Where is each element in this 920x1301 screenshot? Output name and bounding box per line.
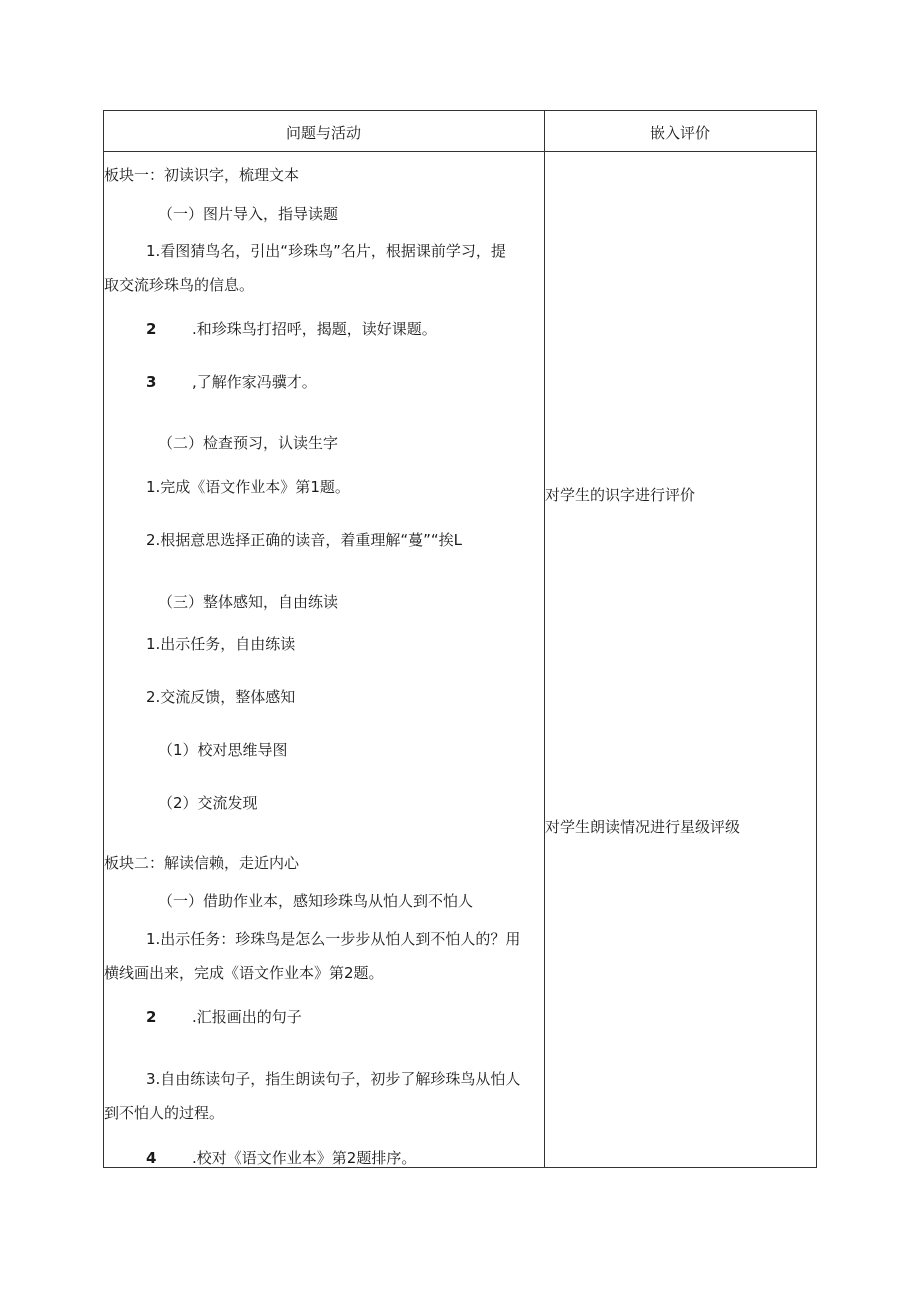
block1-section3: （三）整体感知，自由练读 — [158, 593, 339, 611]
header-divider — [104, 151, 816, 152]
block1-item3-number: 3 — [146, 373, 157, 391]
block2-item1-line1: 1.出示任务：珍珠鸟是怎么一步步从怕人到不怕人的？用 — [146, 930, 521, 948]
block1-item2-number: 2 — [146, 320, 157, 338]
block1-title: 板块一：初读识字，梳理文本 — [104, 166, 300, 184]
block1-section3-item1: 1.出示任务，自由练读 — [146, 635, 296, 653]
block2-item2-text: .汇报画出的句子 — [192, 1008, 302, 1026]
block1-section3-item2: 2.交流反馈，整体感知 — [146, 688, 296, 706]
block1-section2-item2: 2.根据意思选择正确的读音，着重理解“蔓”“挨L — [146, 531, 462, 549]
block1-section2: （二）检查预习，认读生字 — [158, 434, 339, 452]
block1-section2-item1: 1.完成《语文作业本》第1题。 — [146, 478, 350, 496]
block1-sub2: （2）交流发现 — [158, 794, 258, 812]
block2-section1: （一）借助作业本，感知珍珠鸟从怕人到不怕人 — [158, 892, 474, 910]
block2-item3-line1: 3.自由练读句子，指生朗读句子，初步了解珍珠鸟从怕人 — [146, 1070, 521, 1088]
lesson-plan-table — [103, 110, 817, 1168]
header-evaluation: 嵌入评价 — [650, 124, 711, 142]
header-activities: 问题与活动 — [286, 124, 362, 142]
block1-sub1: （1）校对思维导图 — [158, 741, 288, 759]
column-divider — [544, 111, 545, 1167]
block2-item3-line2: 到不怕人的过程。 — [104, 1104, 225, 1122]
block2-item2-number: 2 — [146, 1008, 157, 1026]
block1-item1-line2: 取交流珍珠鸟的信息。 — [104, 276, 255, 294]
block1-section1: （一）图片导入，指导读题 — [158, 205, 339, 223]
block2-item4-number: 4 — [146, 1149, 157, 1167]
block1-item1-line1: 1.看图猜鸟名，引出“珍珠鸟”名片，根据课前学习，提 — [146, 242, 506, 260]
block2-title: 板块二：解读信赖，走近内心 — [104, 854, 300, 872]
block1-item3-text: ,了解作家冯骥才。 — [192, 373, 317, 391]
evaluation-reading-rating: 对学生朗读情况进行星级评级 — [545, 818, 741, 836]
block1-item2-text: .和珍珠鸟打招呼，揭题，读好课题。 — [192, 320, 437, 338]
evaluation-literacy: 对学生的识字进行评价 — [545, 486, 696, 504]
block2-item1-line2: 横线画出来，完成《语文作业本》第2题。 — [104, 964, 384, 982]
block2-item4-text: .校对《语文作业本》第2题排序。 — [192, 1149, 417, 1167]
